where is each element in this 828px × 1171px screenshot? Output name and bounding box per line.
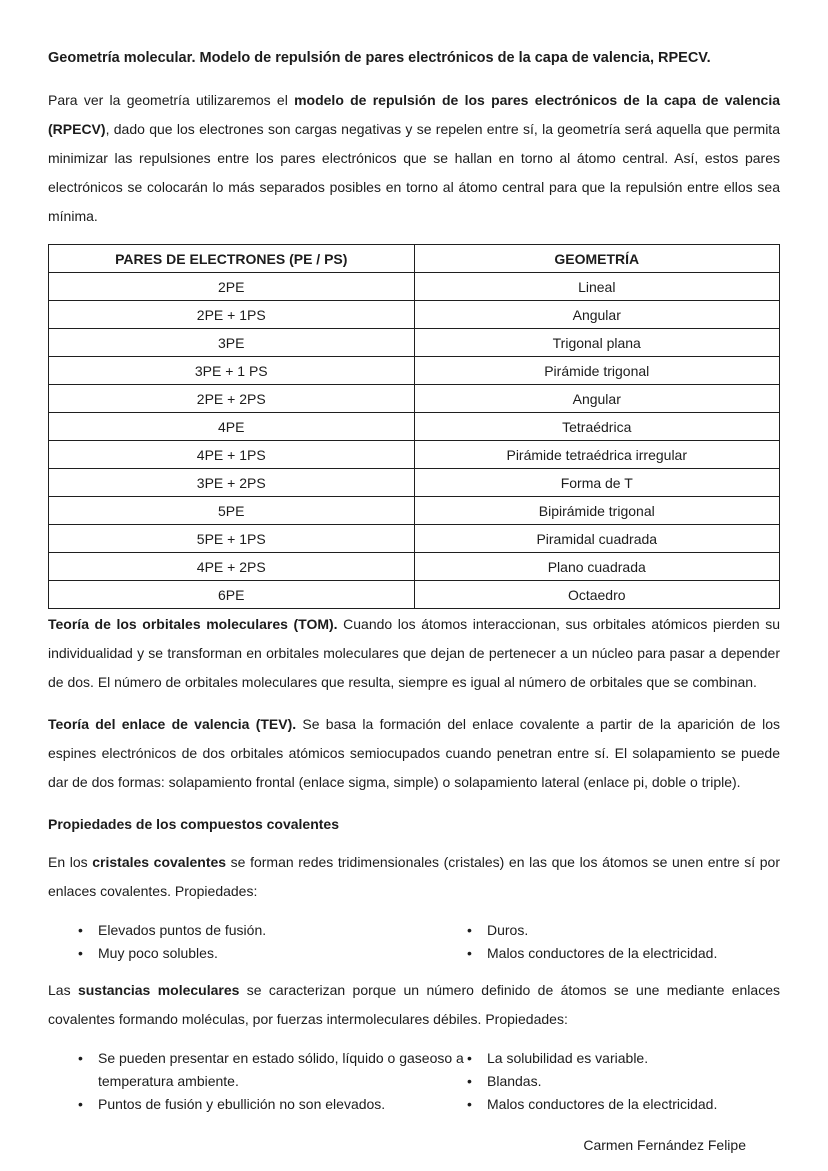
cristales-text-bold: cristales covalentes xyxy=(92,854,227,870)
pares-cell: 2PE + 1PS xyxy=(49,301,415,329)
pares-cell: 3PE + 2PS xyxy=(49,469,415,497)
table-row xyxy=(49,357,780,385)
sustancias-text-post: se caracterizan porque un número definido de átomos se une mediante enlaces covalentes formando moléculas, por fuerzas intermoleculares débiles. Propiedades: xyxy=(48,982,780,1027)
tev-paragraph xyxy=(48,710,780,797)
list-item: • Duros. xyxy=(465,919,780,942)
cristales-bullets-right-column xyxy=(465,919,780,965)
table-row xyxy=(49,441,780,469)
geometria-cell: Angular xyxy=(414,301,780,329)
geometria-cell: Pirámide trigonal xyxy=(414,357,780,385)
geometria-cell: Trigonal plana xyxy=(414,329,780,357)
sustancias-paragraph xyxy=(48,976,780,1034)
geometria-cell: Tetraédrica xyxy=(414,413,780,441)
geometria-header-cell: GEOMETRÍA xyxy=(414,245,780,273)
sustancias-bullets-right-column xyxy=(465,1047,780,1116)
pares-cell: 3PE + 1 PS xyxy=(49,357,415,385)
geometria-cell: Pirámide tetraédrica irregular xyxy=(414,441,780,469)
table-row xyxy=(49,301,780,329)
pares-cell: 5PE xyxy=(49,497,415,525)
table-row xyxy=(49,497,780,525)
tev-lead-bold: Teoría del enlace de valencia (TEV). xyxy=(48,716,297,732)
table-row xyxy=(49,525,780,553)
pares-cell: 2PE xyxy=(49,273,415,301)
cristales-bullets-left-column xyxy=(48,919,465,965)
list-item: • La solubilidad es variable. xyxy=(465,1047,780,1070)
table-row xyxy=(49,413,780,441)
sustancias-text-bold: sustancias moleculares xyxy=(77,982,240,998)
list-item: • Malos conductores de la electricidad. xyxy=(465,942,780,965)
geometria-cell: Lineal xyxy=(414,273,780,301)
pares-cell: 6PE xyxy=(49,581,415,609)
list-item: • Puntos de fusión y ebullición no son elevados. xyxy=(76,1093,465,1116)
sustancias-text-pre: Las xyxy=(48,982,78,998)
tom-lead-bold: Teoría de los orbitales moleculares (TOM). xyxy=(48,616,338,632)
table-row xyxy=(49,273,780,301)
intro-text-bold: modelo de repulsión de los pares electrónicos de la capa de valencia (RPECV) xyxy=(48,92,780,137)
table-row xyxy=(49,329,780,357)
geometria-cell: Forma de T xyxy=(414,469,780,497)
tom-text: Cuando los átomos interaccionan, sus orbitales atómicos pierden su individualidad y se transforman en orbitales moleculares que dejan de pertenecer a un núcleo para pasar a depender de dos. El número de orbitales moleculares que resulta, siempre es igual al número de orbitales que se combinan. xyxy=(48,616,780,690)
table-row xyxy=(49,385,780,413)
intro-text-post: , dado que los electrones son cargas negativas y se repelen entre sí, la geometría será aquella que permita minimizar las repulsiones entre los pares electrónicos que se hallan en torno al átomo central. Así, estos pares electrónicos se colocarán lo más separados posibles en torno al átomo central para que la repulsión entre ellos sea mínima. xyxy=(48,121,780,224)
pares-cell: 3PE xyxy=(49,329,415,357)
tev-text: Se basa la formación del enlace covalente a partir de la aparición de los espines electrónicos de dos orbitales atómicos semiocupados cuando penetran entre sí. El solapamiento se puede dar de dos formas: solapamiento frontal (enlace sigma, simple) o solapamiento lateral (enlace pi, doble o triple). xyxy=(48,716,780,790)
geometria-cell: Octaedro xyxy=(414,581,780,609)
table-header-row xyxy=(49,245,780,273)
table-row xyxy=(49,469,780,497)
pares-header-cell: PARES DE ELECTRONES (PE / PS) xyxy=(49,245,415,273)
table-row xyxy=(49,581,780,609)
list-item: • Blandas. xyxy=(465,1070,780,1093)
list-item: • Malos conductores de la electricidad. xyxy=(465,1093,780,1116)
propiedades-heading: Propiedades de los compuestos covalentes xyxy=(48,816,339,832)
table-row xyxy=(49,553,780,581)
page-title: Geometría molecular. Modelo de repulsión de pares electrónicos de la capa de valencia, RPECV. xyxy=(48,50,711,66)
intro-paragraph xyxy=(48,86,780,231)
cristales-paragraph xyxy=(48,848,780,906)
geometria-cell: Piramidal cuadrada xyxy=(414,525,780,553)
geometria-cell: Plano cuadrada xyxy=(414,553,780,581)
list-item: • Elevados puntos de fusión. xyxy=(76,919,465,942)
geometria-cell: Bipirámide trigonal xyxy=(414,497,780,525)
list-item: • Se pueden presentar en estado sólido, líquido o gaseoso a temperatura ambiente. xyxy=(76,1047,465,1093)
pares-cell: 5PE + 1PS xyxy=(49,525,415,553)
cristales-bullet-list xyxy=(48,919,780,965)
geometry-table xyxy=(48,244,780,609)
cristales-text-post: se forman redes tridimensionales (cristales) en las que los átomos se unen entre sí por enlaces covalentes. Propiedades: xyxy=(48,854,780,899)
signature: Carmen Fernández Felipe xyxy=(583,1137,746,1153)
pares-cell: 4PE + 2PS xyxy=(49,553,415,581)
intro-text-pre: Para ver la geometría utilizaremos el xyxy=(48,92,295,108)
pares-cell: 2PE + 2PS xyxy=(49,385,415,413)
geometria-cell: Angular xyxy=(414,385,780,413)
tom-paragraph xyxy=(48,610,780,697)
pares-cell: 4PE xyxy=(49,413,415,441)
cristales-text-pre: En los xyxy=(48,854,93,870)
sustancias-bullets-left-column xyxy=(48,1047,465,1116)
list-item: • Muy poco solubles. xyxy=(76,942,465,965)
pares-cell: 4PE + 1PS xyxy=(49,441,415,469)
sustancias-bullet-list xyxy=(48,1047,780,1116)
